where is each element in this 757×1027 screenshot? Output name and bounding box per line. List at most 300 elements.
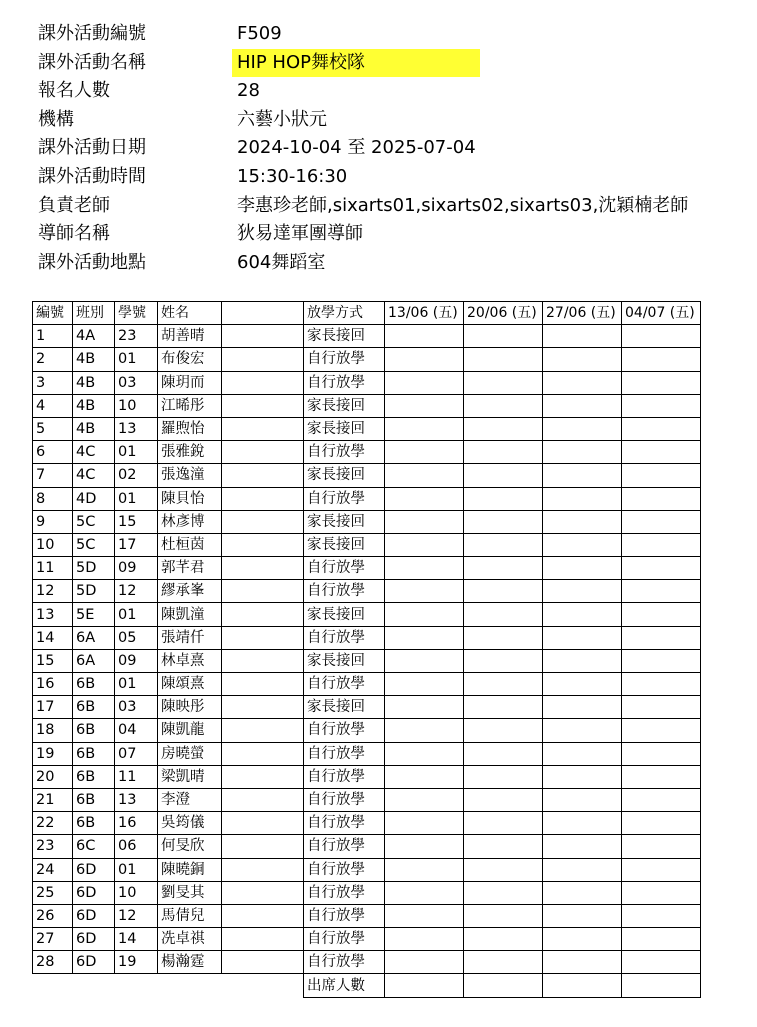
row-number: 10 (33, 533, 73, 556)
attendance-cell[interactable] (385, 348, 464, 371)
row-number: 7 (33, 464, 73, 487)
blank-cell (222, 464, 304, 487)
class-cell: 5C (73, 533, 115, 556)
table-row (33, 696, 701, 719)
info-label: 課外活動時間 (38, 165, 146, 187)
class-cell: 4A (73, 325, 115, 348)
attendance-cell[interactable] (385, 742, 464, 765)
info-label: 課外活動名稱 (38, 51, 146, 73)
attendance-cell[interactable] (543, 325, 622, 348)
table-row (33, 580, 701, 603)
attendance-cell[interactable] (385, 881, 464, 904)
info-label: 機構 (38, 108, 74, 130)
attendance-cell[interactable] (464, 603, 543, 626)
student-id-cell: 11 (115, 765, 158, 788)
attendance-cell[interactable] (622, 441, 701, 464)
row-number: 12 (33, 580, 73, 603)
table-row (33, 394, 701, 417)
table-row (33, 881, 701, 904)
attendance-table (32, 301, 701, 998)
dismissal-mode-cell: 自行放學 (304, 765, 385, 788)
dismissal-mode-cell: 家長接回 (304, 696, 385, 719)
table-footer-row (33, 974, 701, 997)
row-number: 17 (33, 696, 73, 719)
dismissal-mode-cell: 自行放學 (304, 951, 385, 974)
attendance-cell[interactable] (543, 928, 622, 951)
attendance-cell[interactable] (543, 603, 622, 626)
blank-cell (222, 673, 304, 696)
column-header: 班別 (73, 302, 115, 325)
blank-cell (222, 626, 304, 649)
attendance-cell[interactable] (543, 881, 622, 904)
attendance-cell[interactable] (464, 649, 543, 672)
row-number: 2 (33, 348, 73, 371)
class-cell: 6D (73, 858, 115, 881)
attendance-cell[interactable] (385, 835, 464, 858)
table-header-row (33, 302, 701, 325)
attendance-cell[interactable] (622, 649, 701, 672)
class-cell: 4B (73, 417, 115, 440)
attendance-cell[interactable] (385, 765, 464, 788)
info-row-tutor (0, 220, 757, 249)
attendance-cell[interactable] (622, 835, 701, 858)
row-number: 24 (33, 858, 73, 881)
attendance-cell[interactable] (464, 533, 543, 556)
dismissal-mode-cell: 自行放學 (304, 719, 385, 742)
dismissal-mode-cell: 自行放學 (304, 348, 385, 371)
student-id-cell: 04 (115, 719, 158, 742)
attendance-cell[interactable] (464, 417, 543, 440)
attendance-cell[interactable] (385, 325, 464, 348)
table-row (33, 487, 701, 510)
row-number: 26 (33, 904, 73, 927)
student-id-cell: 01 (115, 858, 158, 881)
footer-spacer (33, 974, 304, 997)
attendance-cell[interactable] (622, 626, 701, 649)
attendance-cell[interactable] (385, 812, 464, 835)
attendance-count-cell[interactable] (622, 974, 701, 997)
info-row-location (0, 249, 757, 278)
activity-info (0, 20, 757, 277)
row-number: 25 (33, 881, 73, 904)
class-cell: 4C (73, 441, 115, 464)
attendance-cell[interactable] (543, 533, 622, 556)
class-cell: 5C (73, 510, 115, 533)
student-id-cell: 15 (115, 510, 158, 533)
column-header: 放學方式 (304, 302, 385, 325)
class-cell: 6D (73, 881, 115, 904)
info-label: 報名人數 (38, 80, 110, 102)
class-cell: 6B (73, 788, 115, 811)
attendance-cell[interactable] (543, 371, 622, 394)
class-cell: 6B (73, 696, 115, 719)
blank-cell (222, 696, 304, 719)
student-name-cell: 張逸潼 (158, 464, 222, 487)
attendance-cell[interactable] (385, 394, 464, 417)
attendance-cell[interactable] (543, 951, 622, 974)
student-id-cell: 01 (115, 487, 158, 510)
row-number: 18 (33, 719, 73, 742)
blank-cell (222, 881, 304, 904)
attendance-cell[interactable] (622, 510, 701, 533)
attendance-cell[interactable] (464, 928, 543, 951)
attendance-cell[interactable] (543, 348, 622, 371)
attendance-cell[interactable] (622, 371, 701, 394)
student-name-cell: 陳貝怡 (158, 487, 222, 510)
attendance-cell[interactable] (464, 696, 543, 719)
student-name-cell: 陳映彤 (158, 696, 222, 719)
class-cell: 6B (73, 673, 115, 696)
blank-cell (222, 649, 304, 672)
student-id-cell: 23 (115, 325, 158, 348)
dismissal-mode-cell: 家長接回 (304, 325, 385, 348)
attendance-cell[interactable] (622, 881, 701, 904)
attendance-cell[interactable] (464, 951, 543, 974)
attendance-cell[interactable] (622, 858, 701, 881)
attendance-cell[interactable] (622, 394, 701, 417)
info-row-activity-name (0, 49, 757, 78)
student-name-cell: 馬倩兒 (158, 904, 222, 927)
table-row (33, 533, 701, 556)
attendance-cell[interactable] (464, 510, 543, 533)
attendance-cell[interactable] (622, 812, 701, 835)
student-name-cell: 林彥博 (158, 510, 222, 533)
dismissal-mode-cell: 自行放學 (304, 881, 385, 904)
attendance-cell[interactable] (464, 325, 543, 348)
attendance-cell[interactable] (385, 417, 464, 440)
student-id-cell: 12 (115, 904, 158, 927)
student-id-cell: 09 (115, 649, 158, 672)
attendance-cell[interactable] (385, 904, 464, 927)
attendance-cell[interactable] (385, 464, 464, 487)
attendance-cell[interactable] (543, 835, 622, 858)
attendance-cell[interactable] (385, 580, 464, 603)
attendance-cell[interactable] (622, 904, 701, 927)
attendance-cell[interactable] (622, 788, 701, 811)
attendance-cell[interactable] (385, 371, 464, 394)
attendance-cell[interactable] (385, 788, 464, 811)
blank-cell (222, 928, 304, 951)
attendance-cell[interactable] (622, 673, 701, 696)
attendance-cell[interactable] (464, 626, 543, 649)
blank-cell (222, 835, 304, 858)
class-cell: 6B (73, 742, 115, 765)
class-cell: 4D (73, 487, 115, 510)
student-id-cell: 10 (115, 881, 158, 904)
student-name-cell: 郭芊君 (158, 557, 222, 580)
attendance-cell[interactable] (385, 603, 464, 626)
attendance-cell[interactable] (464, 904, 543, 927)
attendance-cell[interactable] (543, 765, 622, 788)
attendance-count-cell[interactable] (543, 974, 622, 997)
blank-cell (222, 580, 304, 603)
dismissal-mode-cell: 自行放學 (304, 441, 385, 464)
row-number: 1 (33, 325, 73, 348)
student-id-cell: 13 (115, 417, 158, 440)
class-cell: 4B (73, 348, 115, 371)
class-cell: 6A (73, 626, 115, 649)
attendance-cell[interactable] (464, 464, 543, 487)
row-number: 9 (33, 510, 73, 533)
info-label: 負責老師 (38, 194, 110, 216)
student-name-cell: 江晞彤 (158, 394, 222, 417)
attendance-cell[interactable] (543, 394, 622, 417)
class-cell: 5E (73, 603, 115, 626)
attendance-cell[interactable] (464, 788, 543, 811)
dismissal-mode-cell: 自行放學 (304, 812, 385, 835)
attendance-cell[interactable] (543, 649, 622, 672)
student-name-cell: 陳曉銅 (158, 858, 222, 881)
attendance-cell[interactable] (622, 557, 701, 580)
row-number: 19 (33, 742, 73, 765)
row-number: 20 (33, 765, 73, 788)
dismissal-mode-cell: 自行放學 (304, 557, 385, 580)
dismissal-mode-cell: 自行放學 (304, 835, 385, 858)
table-row (33, 464, 701, 487)
table-row (33, 626, 701, 649)
row-number: 3 (33, 371, 73, 394)
attendance-cell[interactable] (464, 348, 543, 371)
dismissal-mode-cell: 自行放學 (304, 928, 385, 951)
row-number: 13 (33, 603, 73, 626)
attendance-cell[interactable] (543, 580, 622, 603)
class-cell: 6B (73, 765, 115, 788)
attendance-cell[interactable] (622, 719, 701, 742)
student-id-cell: 03 (115, 371, 158, 394)
attendance-cell[interactable] (385, 441, 464, 464)
attendance-cell[interactable] (464, 719, 543, 742)
student-name-cell: 杜桓茵 (158, 533, 222, 556)
attendance-cell[interactable] (622, 928, 701, 951)
enrollment-count-value: 28 (237, 80, 260, 102)
attendance-cell[interactable] (622, 417, 701, 440)
activity-dates-value: 2024-10-04 至 2025-07-04 (237, 137, 476, 159)
row-number: 14 (33, 626, 73, 649)
student-id-cell: 14 (115, 928, 158, 951)
table-row (33, 928, 701, 951)
table-row (33, 858, 701, 881)
student-name-cell: 張雅銳 (158, 441, 222, 464)
attendance-cell[interactable] (385, 696, 464, 719)
student-name-cell: 楊瀚霆 (158, 951, 222, 974)
table-row (33, 951, 701, 974)
class-cell: 5D (73, 580, 115, 603)
student-id-cell: 10 (115, 394, 158, 417)
attendance-cell[interactable] (464, 812, 543, 835)
dismissal-mode-cell: 自行放學 (304, 580, 385, 603)
student-name-cell: 布俊宏 (158, 348, 222, 371)
row-number: 11 (33, 557, 73, 580)
table-row (33, 719, 701, 742)
blank-cell (222, 394, 304, 417)
attendance-cell[interactable] (622, 765, 701, 788)
student-name-cell: 梁凱晴 (158, 765, 222, 788)
attendance-cell[interactable] (464, 487, 543, 510)
attendance-cell[interactable] (622, 580, 701, 603)
attendance-cell[interactable] (543, 696, 622, 719)
column-header: 編號 (33, 302, 73, 325)
student-id-cell: 19 (115, 951, 158, 974)
attendance-cell[interactable] (622, 487, 701, 510)
blank-cell (222, 487, 304, 510)
column-header-date: 13/06 (五) (385, 302, 464, 325)
column-header-blank (222, 302, 304, 325)
student-name-cell: 何旻欣 (158, 835, 222, 858)
student-name-cell: 胡善晴 (158, 325, 222, 348)
attendance-count-cell[interactable] (385, 974, 464, 997)
location-value: 604舞蹈室 (237, 251, 326, 273)
row-number: 27 (33, 928, 73, 951)
row-number: 6 (33, 441, 73, 464)
activity-code-value: F509 (237, 23, 282, 44)
blank-cell (222, 742, 304, 765)
student-id-cell: 01 (115, 603, 158, 626)
attendance-cell[interactable] (385, 673, 464, 696)
tutor-value: 狄易達軍團導師 (237, 223, 363, 245)
student-name-cell: 張靖仟 (158, 626, 222, 649)
blank-cell (222, 904, 304, 927)
attendance-cell[interactable] (543, 742, 622, 765)
attendance-cell[interactable] (543, 904, 622, 927)
table-row (33, 649, 701, 672)
attendance-cell[interactable] (385, 719, 464, 742)
table-row (33, 371, 701, 394)
dismissal-mode-cell: 家長接回 (304, 417, 385, 440)
dismissal-mode-cell: 家長接回 (304, 394, 385, 417)
attendance-cell[interactable] (543, 788, 622, 811)
attendance-cell[interactable] (622, 951, 701, 974)
attendance-cell[interactable] (543, 441, 622, 464)
table-row (33, 835, 701, 858)
info-label: 課外活動編號 (38, 23, 146, 44)
attendance-cell[interactable] (543, 487, 622, 510)
blank-cell (222, 348, 304, 371)
dismissal-mode-cell: 家長接回 (304, 649, 385, 672)
blank-cell (222, 371, 304, 394)
attendance-cell[interactable] (543, 557, 622, 580)
student-id-cell: 17 (115, 533, 158, 556)
blank-cell (222, 858, 304, 881)
activity-name-value: HIP HOP舞校隊 (232, 49, 480, 78)
attendance-cell[interactable] (464, 580, 543, 603)
attendance-cell[interactable] (622, 464, 701, 487)
table-row (33, 417, 701, 440)
blank-cell (222, 719, 304, 742)
teachers-value: 李惠珍老師,sixarts01,sixarts02,sixarts03,沈穎楠老師 (237, 194, 689, 216)
attendance-cell[interactable] (464, 742, 543, 765)
attendance-cell[interactable] (622, 742, 701, 765)
attendance-cell[interactable] (385, 487, 464, 510)
class-cell: 5D (73, 557, 115, 580)
attendance-cell[interactable] (543, 719, 622, 742)
attendance-cell[interactable] (543, 510, 622, 533)
attendance-cell[interactable] (464, 371, 543, 394)
blank-cell (222, 951, 304, 974)
row-number: 22 (33, 812, 73, 835)
dismissal-mode-cell: 自行放學 (304, 673, 385, 696)
student-id-cell: 01 (115, 441, 158, 464)
table-row (33, 673, 701, 696)
class-cell: 4B (73, 371, 115, 394)
class-cell: 6B (73, 719, 115, 742)
blank-cell (222, 812, 304, 835)
attendance-cell[interactable] (622, 533, 701, 556)
class-cell: 4B (73, 394, 115, 417)
attendance-cell[interactable] (543, 626, 622, 649)
student-name-cell: 房曉螢 (158, 742, 222, 765)
table-row (33, 557, 701, 580)
attendance-cell[interactable] (385, 649, 464, 672)
dismissal-mode-cell: 自行放學 (304, 371, 385, 394)
attendance-cell[interactable] (385, 510, 464, 533)
dismissal-mode-cell: 自行放學 (304, 487, 385, 510)
attendance-cell[interactable] (385, 928, 464, 951)
attendance-cell[interactable] (385, 533, 464, 556)
dismissal-mode-cell: 家長接回 (304, 464, 385, 487)
attendance-cell[interactable] (464, 673, 543, 696)
attendance-cell[interactable] (385, 858, 464, 881)
attendance-cell[interactable] (622, 348, 701, 371)
info-row-activity-code (0, 20, 757, 49)
attendance-cell[interactable] (385, 557, 464, 580)
student-name-cell: 林卓熹 (158, 649, 222, 672)
attendance-cell[interactable] (543, 858, 622, 881)
dismissal-mode-cell: 自行放學 (304, 742, 385, 765)
student-id-cell: 12 (115, 580, 158, 603)
attendance-cell[interactable] (464, 858, 543, 881)
blank-cell (222, 510, 304, 533)
attendance-cell[interactable] (464, 394, 543, 417)
attendance-cell[interactable] (622, 325, 701, 348)
student-id-cell: 05 (115, 626, 158, 649)
dismissal-mode-cell: 家長接回 (304, 510, 385, 533)
student-name-cell: 陳玥而 (158, 371, 222, 394)
table-row (33, 904, 701, 927)
info-row-organization (0, 106, 757, 135)
student-name-cell: 陳凱潼 (158, 603, 222, 626)
table-row (33, 765, 701, 788)
student-id-cell: 03 (115, 696, 158, 719)
class-cell: 4C (73, 464, 115, 487)
row-number: 15 (33, 649, 73, 672)
attendance-cell[interactable] (543, 464, 622, 487)
class-cell: 6D (73, 951, 115, 974)
attendance-cell[interactable] (622, 696, 701, 719)
row-number: 4 (33, 394, 73, 417)
student-name-cell: 羅煦怡 (158, 417, 222, 440)
table-row (33, 742, 701, 765)
attendance-cell[interactable] (622, 603, 701, 626)
attendance-cell[interactable] (464, 765, 543, 788)
attendance-count-cell[interactable] (464, 974, 543, 997)
blank-cell (222, 533, 304, 556)
student-id-cell: 06 (115, 835, 158, 858)
attendance-cell[interactable] (464, 835, 543, 858)
attendance-cell[interactable] (385, 951, 464, 974)
attendance-cell[interactable] (543, 812, 622, 835)
attendance-cell[interactable] (464, 881, 543, 904)
attendance-cell[interactable] (464, 441, 543, 464)
blank-cell (222, 557, 304, 580)
attendance-cell[interactable] (385, 626, 464, 649)
attendance-cell[interactable] (464, 557, 543, 580)
info-row-teachers (0, 192, 757, 221)
dismissal-mode-cell: 自行放學 (304, 858, 385, 881)
class-cell: 6D (73, 904, 115, 927)
attendance-cell[interactable] (543, 673, 622, 696)
student-id-cell: 07 (115, 742, 158, 765)
attendance-cell[interactable] (543, 417, 622, 440)
